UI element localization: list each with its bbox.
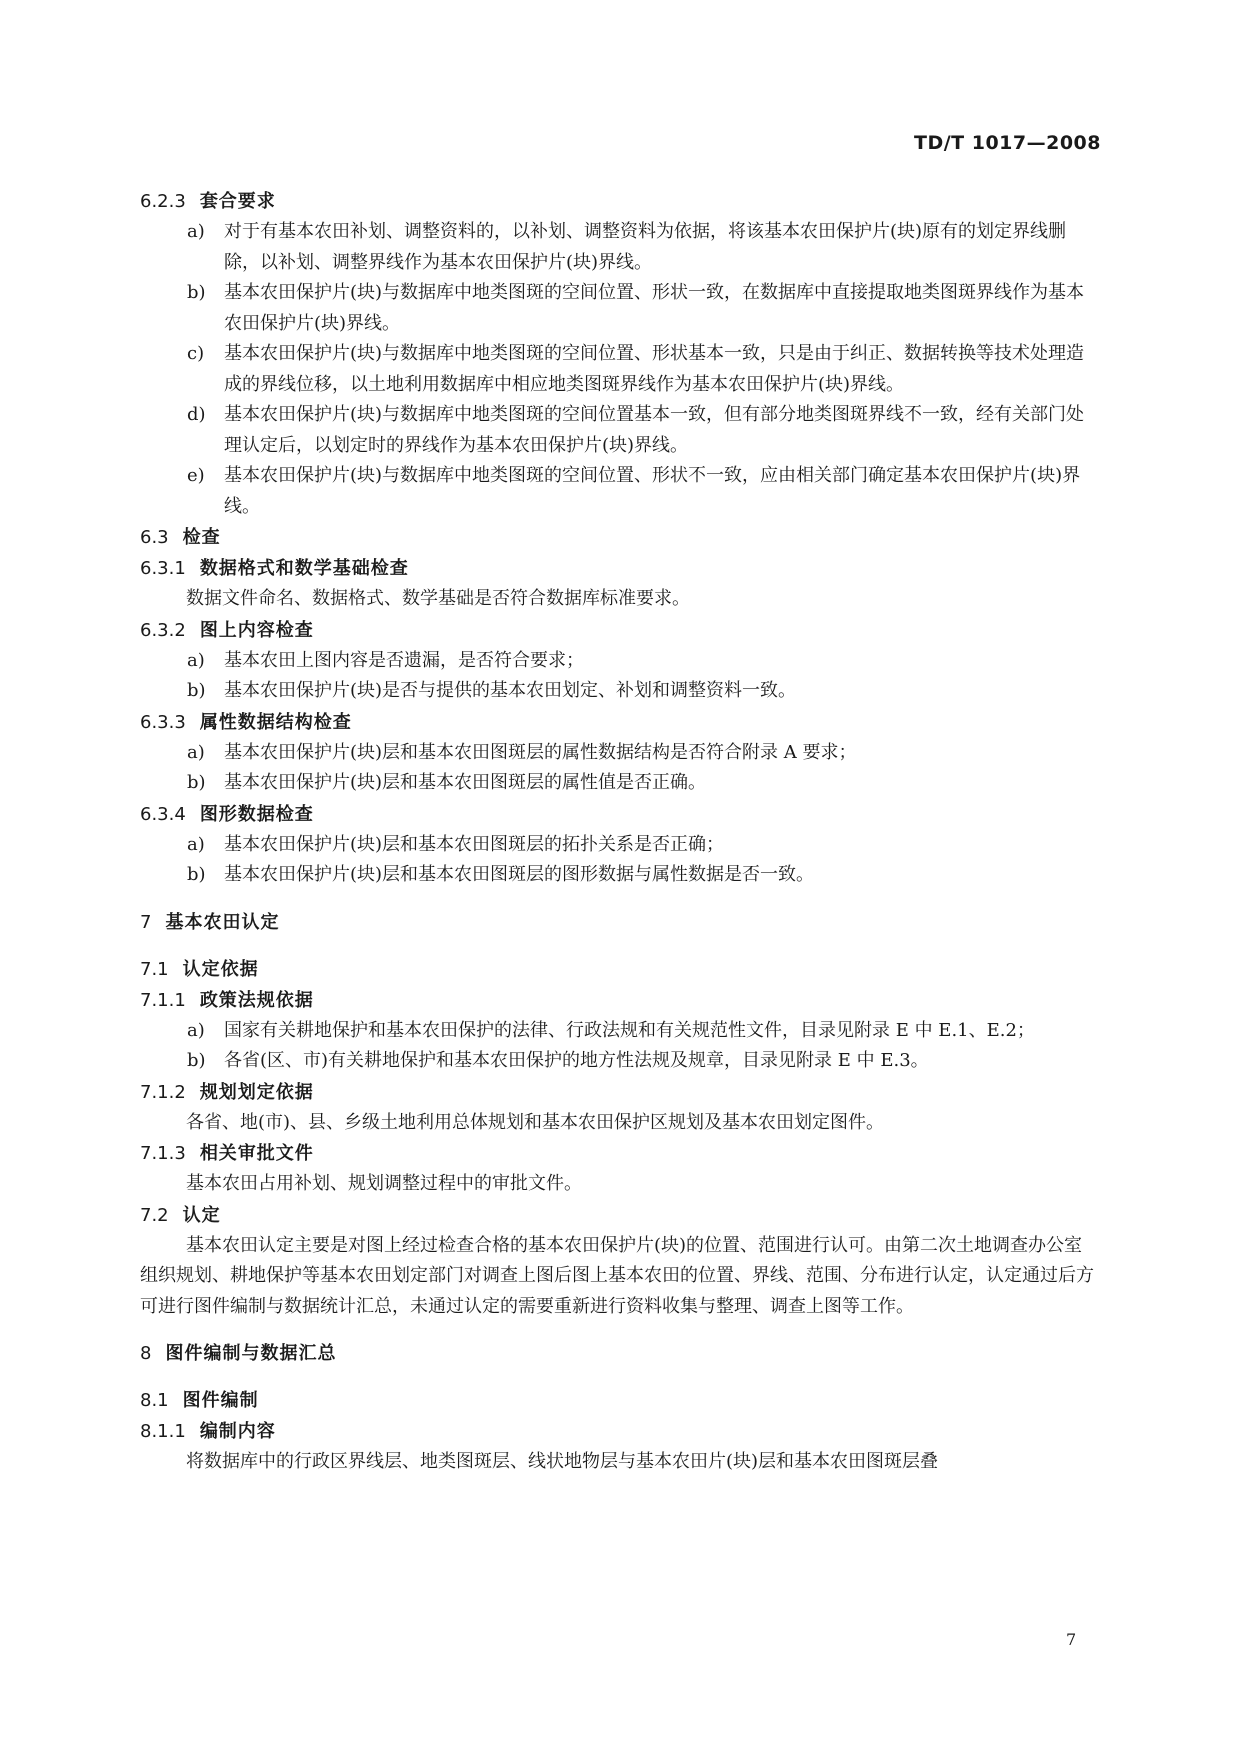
standard-code: TD/T 1017—2008	[913, 132, 1101, 154]
section-7-heading	[140, 907, 1100, 938]
section-title: 检查	[182, 527, 221, 548]
list-item-label: e)	[187, 465, 205, 486]
section-6-3-2-heading	[140, 615, 1100, 646]
paragraph: 基本农田认定主要是对图上经过检查合格的基本农田保护片(块)的位置、范围进行认可。由第二次土地调查办公室组织规划、耕地保护等基本农田划定部门对调查上图后图上基本农田的位置、界线、范围、分布进行认定，认定通过后方可进行图件编制与数据统计汇总，未通过认定的需要重新进行资料收集与整理、调查上图等工作。	[140, 1234, 1094, 1317]
section-number: 7.1	[140, 958, 169, 980]
section-8-heading	[140, 1338, 1100, 1369]
list-item	[140, 339, 1100, 400]
list-item-label: c)	[187, 343, 205, 364]
section-6-2-3-heading	[140, 186, 1100, 217]
paragraph: 将数据库中的行政区界线层、地类图斑层、线状地物层与基本农田片(块)层和基本农田图斑层叠	[186, 1451, 939, 1472]
section-7-1-heading	[140, 954, 1100, 985]
section-7-1-2-heading	[140, 1077, 1100, 1108]
section-8-1-1-heading	[140, 1416, 1100, 1447]
paragraph: 数据文件命名、数据格式、数学基础是否符合数据库标准要求。	[186, 588, 690, 609]
section-number: 6.2.3	[140, 191, 186, 212]
list-item-text: 基本农田保护片(块)层和基本农田图斑层的属性值是否正确。	[224, 772, 707, 793]
section-number: 6.3.1	[140, 558, 186, 579]
list-item-text: 对于有基本农田补划、调整资料的，以补划、调整资料为依据，将该基本农田保护片(块)原有的划定界线删除，以补划、调整界线作为基本农田保护片(块)界线。	[224, 221, 1067, 273]
list-item	[140, 217, 1100, 278]
list-item-text: 基本农田保护片(块)层和基本农田图斑层的图形数据与属性数据是否一致。	[224, 864, 815, 885]
list-item-label: b)	[187, 864, 206, 885]
section-number: 7	[140, 911, 152, 933]
paragraph: 各省、地(市)、县、乡级土地利用总体规划和基本农田保护区规划及基本农田划定图件。	[186, 1111, 885, 1133]
page-number: 7	[1066, 1630, 1077, 1649]
section-6-3-heading	[140, 522, 1100, 553]
section-title: 政策法规依据	[199, 989, 314, 1011]
section-title: 规划划定依据	[199, 1081, 314, 1103]
section-6-3-3-heading	[140, 707, 1100, 738]
section-number: 7.2	[140, 1204, 169, 1226]
list-item	[140, 461, 1100, 522]
list-item-label: a)	[187, 741, 205, 763]
section-title: 图件编制	[182, 1390, 259, 1411]
section-number: 8	[140, 1343, 152, 1364]
list-item-label: b)	[187, 282, 206, 303]
section-7-1-3-heading	[140, 1138, 1100, 1169]
section-title: 认定依据	[182, 958, 259, 980]
section-title: 基本农田认定	[165, 911, 280, 933]
list-item-label: d)	[187, 404, 206, 425]
list-item	[140, 1046, 1100, 1077]
section-7-2-heading	[140, 1200, 1100, 1231]
list-item-text: 国家有关耕地保护和基本农田保护的法律、行政法规和有关规范性文件，目录见附录 E 中 E.1、E.2；	[224, 1019, 1035, 1041]
list-item	[140, 738, 1100, 769]
section-title: 编制内容	[199, 1421, 276, 1442]
list-item-text: 基本农田保护片(块)是否与提供的基本农田划定、补划和调整资料一致。	[224, 680, 797, 701]
section-number: 6.3	[140, 527, 169, 548]
section-title: 数据格式和数学基础检查	[199, 558, 409, 579]
section-number: 6.3.4	[140, 803, 186, 825]
section-number: 7.1.2	[140, 1081, 186, 1103]
paragraph: 基本农田占用补划、规划调整过程中的审批文件。	[186, 1173, 582, 1194]
section-title: 套合要求	[199, 191, 276, 212]
list-item-text: 基本农田保护片(块)层和基本农田图斑层的拓扑关系是否正确；	[224, 833, 725, 855]
list-item	[140, 400, 1100, 461]
section-number: 7.1.1	[140, 989, 186, 1011]
section-8-1-heading	[140, 1385, 1100, 1416]
list-item-text: 基本农田保护片(块)与数据库中地类图斑的空间位置、形状一致，在数据库中直接提取地类图斑界线作为基本农田保护片(块)界线。	[224, 282, 1085, 334]
list-item-text: 基本农田保护片(块)与数据库中地类图斑的空间位置基本一致，但有部分地类图斑界线不一致，经有关部门处理认定后，以划定时的界线作为基本农田保护片(块)界线。	[224, 404, 1085, 456]
list-item	[140, 676, 1100, 707]
list-item-text: 基本农田保护片(块)与数据库中地类图斑的空间位置、形状基本一致，只是由于纠正、数据转换等技术处理造成的界线位移，以土地利用数据库中相应地类图斑界线作为基本农田保护片(块)界线。	[224, 343, 1085, 395]
list-item	[140, 278, 1100, 339]
list-item-label: b)	[187, 1050, 206, 1071]
section-title: 图上内容检查	[199, 619, 314, 641]
section-title: 认定	[182, 1204, 221, 1226]
list-item-text: 基本农田保护片(块)层和基本农田图斑层的属性数据结构是否符合附录 A 要求；	[224, 741, 857, 763]
list-item-label: a)	[187, 833, 205, 855]
list-item	[140, 1016, 1100, 1047]
list-item	[140, 768, 1100, 799]
list-item-text: 基本农田保护片(块)与数据库中地类图斑的空间位置、形状不一致，应由相关部门确定基本农田保护片(块)界线。	[224, 465, 1081, 517]
list-item-label: b)	[187, 680, 206, 701]
list-item	[140, 860, 1100, 891]
section-title: 相关审批文件	[199, 1143, 314, 1164]
section-title: 属性数据结构检查	[199, 711, 352, 733]
list-item-label: a)	[187, 649, 205, 671]
section-title: 图形数据检查	[199, 803, 314, 825]
section-number: 6.3.3	[140, 711, 186, 733]
list-item	[140, 646, 1100, 677]
section-number: 8.1.1	[140, 1421, 186, 1442]
section-number: 7.1.3	[140, 1143, 186, 1164]
list-item	[140, 830, 1100, 861]
section-title: 图件编制与数据汇总	[165, 1343, 337, 1364]
list-item-label: b)	[187, 772, 206, 793]
list-item-text: 各省(区、市)有关耕地保护和基本农田保护的地方性法规及规章，目录见附录 E 中 E.3。	[224, 1050, 929, 1071]
list-item-label: a)	[187, 221, 205, 242]
section-number: 8.1	[140, 1390, 169, 1411]
section-6-3-1-heading	[140, 553, 1100, 584]
page-content	[140, 186, 1100, 1478]
section-7-1-1-heading	[140, 985, 1100, 1016]
section-number: 6.3.2	[140, 619, 186, 641]
list-item-text: 基本农田上图内容是否遗漏，是否符合要求；	[224, 649, 584, 671]
list-item-label: a)	[187, 1019, 205, 1041]
section-6-3-4-heading	[140, 799, 1100, 830]
